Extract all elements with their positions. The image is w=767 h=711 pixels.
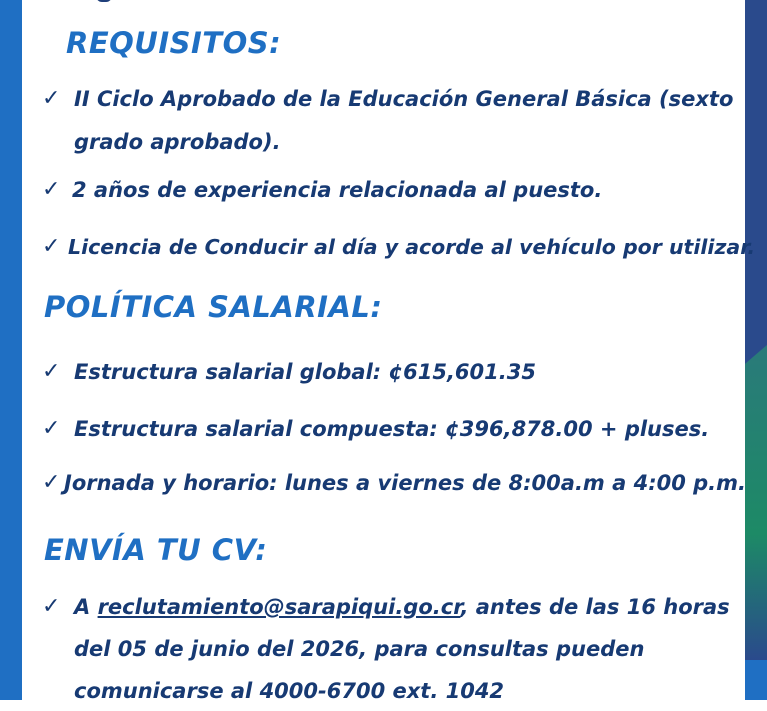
email-link[interactable]: reclutamiento@sarapiqui.go.cr [97, 595, 461, 619]
requisitos-heading: REQUISITOS: [66, 26, 282, 60]
top-decoration [96, 0, 112, 2]
salario-compuesto: Estructura salarial compuesta: ¢396,878.00 + pluses. [74, 417, 710, 441]
envia-line2: del 05 de junio del 2026, para consultas pueden [74, 637, 645, 661]
requisito-2: 2 años de experiencia relacionada al puesto. [72, 178, 603, 202]
check-mark-icon: ✓ [42, 470, 61, 495]
right-frame-accent [745, 345, 767, 660]
check-mark-icon: ✓ [42, 177, 61, 202]
requisito-3: Licencia de Conducir al día y acorde al vehículo por utilizar. [68, 235, 756, 259]
check-mark-icon: ✓ [42, 234, 61, 259]
left-frame-bar [0, 0, 22, 700]
envia-heading: ENVÍA TU CV: [44, 533, 268, 567]
requisito-1-line2: grado aprobado). [74, 130, 281, 154]
check-mark-icon: ✓ [42, 416, 61, 441]
envia-tail: , antes de las 16 horas [460, 595, 730, 619]
requisito-1-line1: II Ciclo Aprobado de la Educación General Básica (sexto [74, 87, 734, 111]
envia-line1 [74, 587, 730, 627]
check-mark-icon: ✓ [42, 86, 61, 111]
envia-lead: A [74, 595, 98, 619]
check-mark-icon: ✓ [42, 594, 61, 619]
salario-global: Estructura salarial global: ¢615,601.35 [74, 360, 536, 384]
right-frame-bottom [745, 660, 767, 700]
envia-line3: comunicarse al 4000-6700 ext. 1042 [74, 679, 505, 703]
jornada-horario: Jornada y horario: lunes a viernes de 8:00a.m a 4:00 p.m. [64, 471, 747, 495]
politica-heading: POLÍTICA SALARIAL: [44, 290, 383, 324]
check-mark-icon: ✓ [42, 359, 61, 384]
